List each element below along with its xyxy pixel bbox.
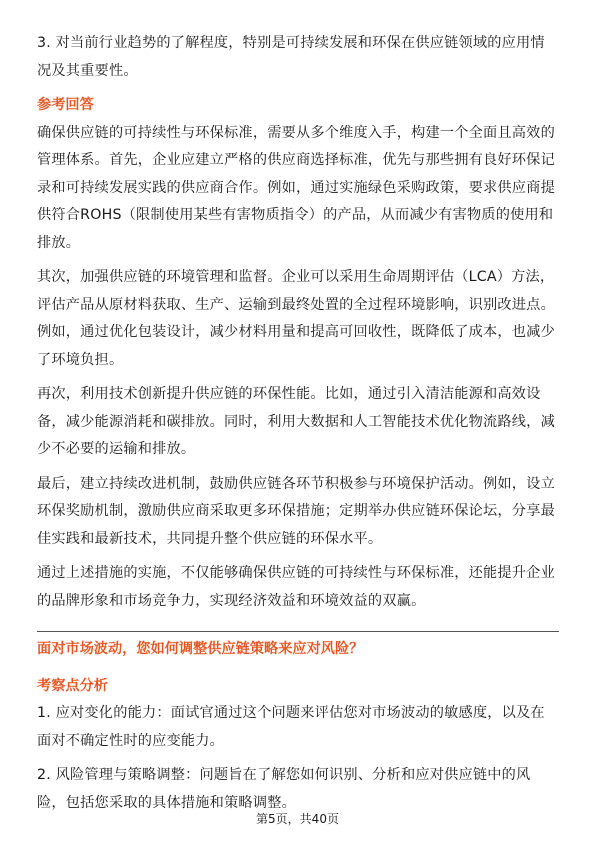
analysis-point-1: 1. 应对变化的能力：面试官通过这个问题来评估您对市场波动的敏感度，以及在面对不确定性时的应变能力。	[37, 705, 545, 749]
analysis-point-2: 2. 风险管理与策略调整：问题旨在了解您如何识别、分析和应对供应链中的风险，包括您采取的具体措施和策略调整。	[37, 767, 531, 811]
answer-paragraph-5: 通过上述措施的实施，不仅能够确保供应链的可持续性与环保标准，还能提升企业的品牌形象和市场竞争力，实现经济效益和环境效益的双赢。	[37, 565, 555, 609]
answer-heading: 参考回答	[37, 97, 94, 113]
section-divider	[37, 631, 559, 632]
answer-paragraph-1: 确保供应链的可持续性与环保标准，需要从多个维度入手，构建一个全面且高效的管理体系。首先，企业应建立严格的供应商选择标准，优先与那些拥有良好环保记录和可持续发展实践的供应商合作。例如，通过实施绿色采购政策，要求供应商提供符合ROHS（限制使用某些有害物质指令）的产品，从而减少有害物质的使用和排放。	[37, 124, 555, 251]
answer-paragraph-4: 最后，建立持续改进机制，鼓励供应链各环节积极参与环境保护活动。例如，设立环保奖励机制，激励供应商采取更多环保措施；定期举办供应链环保论坛，分享最佳实践和最新技术，共同提升整个供应链的环保水平。	[37, 475, 555, 547]
intro-point: 3. 对当前行业趋势的了解程度，特别是可持续发展和环保在供应链领域的应用情况及其重要性。	[37, 35, 545, 79]
page-footer: 第5页，共40页	[256, 812, 339, 826]
question-title: 面对市场波动，您如何调整供应链策略来应对风险？	[37, 641, 364, 657]
page-content	[37, 30, 559, 817]
answer-paragraph-3: 再次，利用技术创新提升供应链的环保性能。比如，通过引入清洁能源和高效设备，减少能源消耗和碳排放。同时，利用大数据和人工智能技术优化物流路线，减少不必要的运输和排放。	[37, 386, 555, 457]
answer-paragraph-2: 其次，加强供应链的环境管理和监督。企业可以采用生命周期评估（LCA）方法，评估产品从原材料获取、生产、运输到最终处置的全过程环境影响，识别改进点。例如，通过优化包装设计，减少材料用量和提高可回收性，既降低了成本，也减少了环境负担。	[37, 269, 555, 368]
analysis-heading: 考察点分析	[37, 677, 108, 694]
